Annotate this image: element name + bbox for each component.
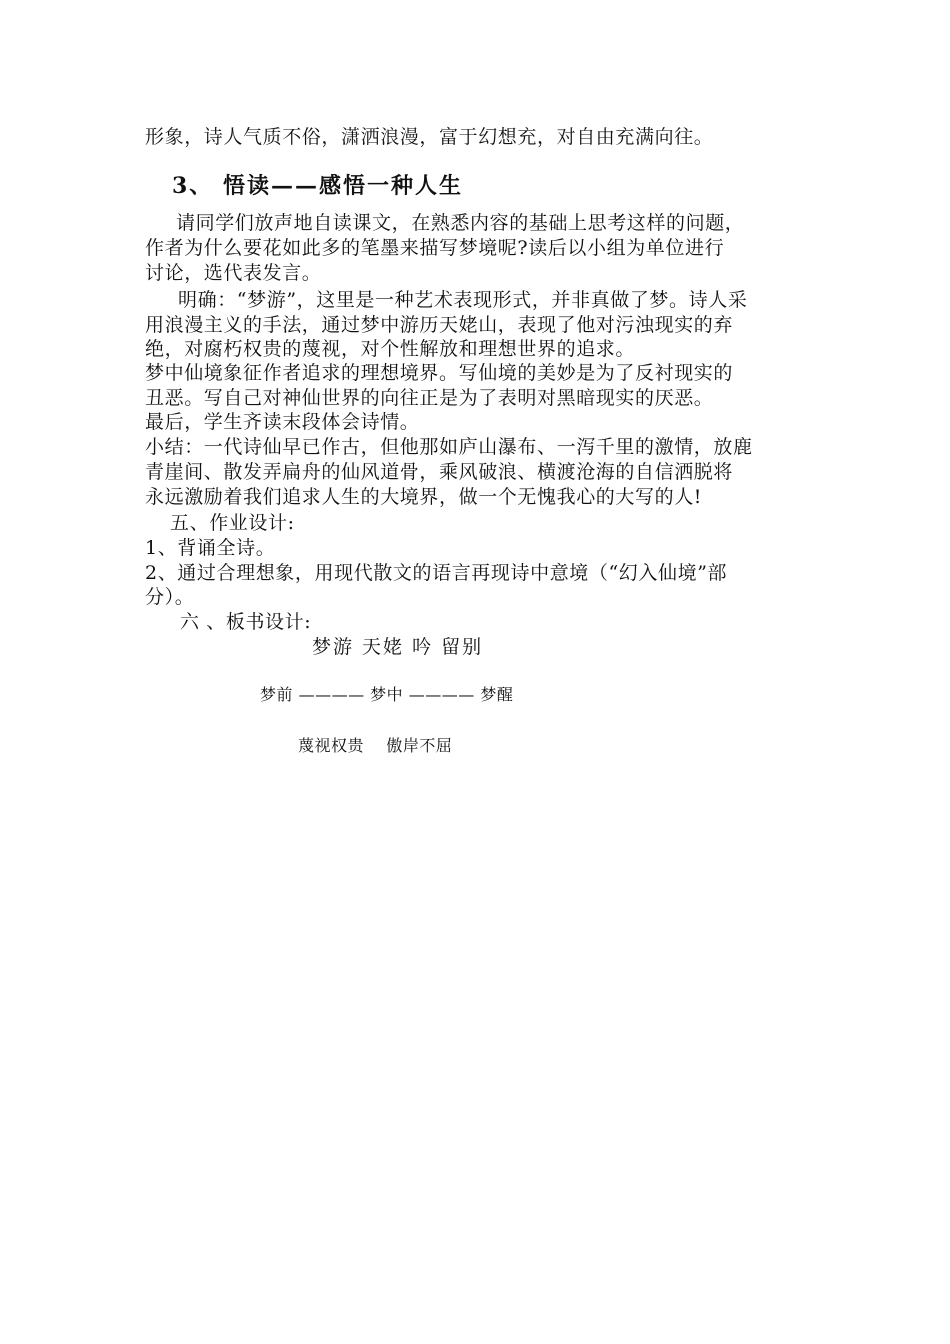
paragraph-2-line-3: 绝，对腐朽权贵的蔑视，对个性解放和理想世界的追求。 — [145, 338, 636, 360]
paragraph-2-line-2: 用浪漫主义的手法，通过梦中游历天姥山，表现了他对污浊现实的弃 — [145, 314, 734, 336]
paragraph-1-line-3: 讨论，选代表发言。 — [145, 262, 322, 284]
homework-item-2-line-1: 2、通过合理想象，用现代散文的语言再现诗中意境（“幻入仙境”部 — [145, 562, 728, 584]
paragraph-2-line-1: 明确：“梦游”，这里是一种艺术表现形式，并非真做了梦。诗人采 — [178, 289, 748, 311]
paragraph-1-line-1: 请同学们放声地自读课文，在熟悉内容的基础上思考这样的问题， — [176, 212, 745, 234]
homework-item-2-line-2: 分）。 — [145, 586, 195, 608]
paragraph-3-line-1: 梦中仙境象征作者追求的理想境界。写仙境的美妙是为了反衬现实的 — [145, 362, 734, 384]
intro-tail-line: 形象，诗人气质不俗，潇洒浪漫，富于幻想充，对自由充满向往。 — [145, 126, 714, 148]
board-design-heading: 六 、板书设计: — [180, 611, 312, 633]
paragraph-1-line-2: 作者为什么要花如此多的笔墨来描写梦境呢?读后以小组为单位进行 — [145, 237, 725, 259]
homework-item-1: 1、背诵全诗。 — [145, 537, 276, 559]
paragraph-3-line-2: 丑恶。写自己对神仙世界的向往正是为了表明对黑暗现实的厌恶。 — [145, 387, 714, 409]
paragraph-4-line-1: 最后，学生齐读末段体会诗情。 — [145, 411, 420, 433]
board-theme-line: 蔑视权贵 傲岸不屈 — [298, 736, 453, 755]
homework-heading: 五、作业设计: — [170, 512, 295, 534]
summary-line-1: 小结：一代诗仙早已作古，但他那如庐山瀑布、一泻千里的激情，放鹿 — [145, 436, 753, 458]
section-3-heading: 3、 悟读——感悟一种人生 — [172, 173, 463, 199]
summary-line-2: 青崖间、散发弄扁舟的仙风道骨，乘风破浪、横渡沧海的自信洒脱将 — [145, 461, 734, 483]
board-flow-line: 梦前 ———— 梦中 ———— 梦醒 — [260, 685, 514, 704]
board-title: 梦游 天姥 吟 留别 — [312, 636, 484, 658]
summary-line-3: 永远激励着我们追求人生的大境界，做一个无愧我心的大写的人! — [145, 486, 703, 508]
